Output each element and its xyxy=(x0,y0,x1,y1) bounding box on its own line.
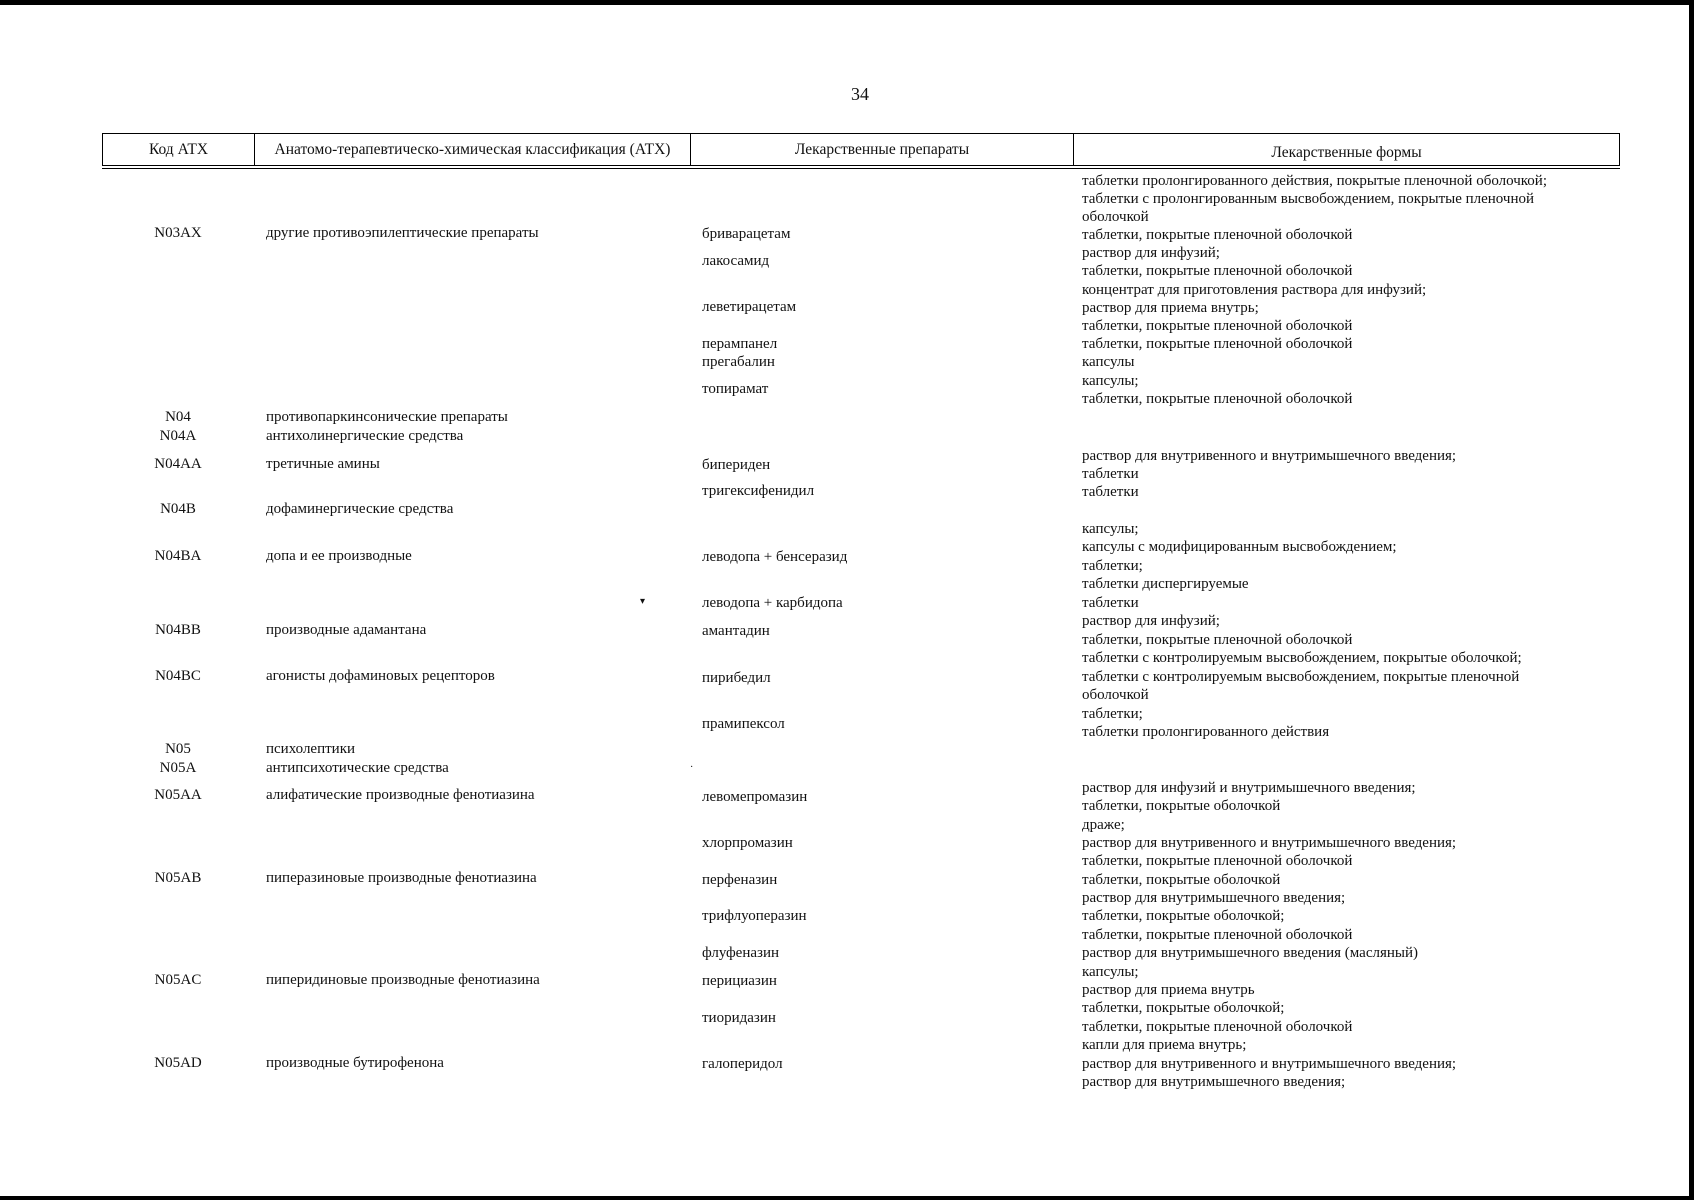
atc-name: дофаминергические средства xyxy=(266,501,454,517)
dosage-form-line: таблетки, покрытые оболочкой; xyxy=(1082,908,1285,924)
drug-name: прегабалин xyxy=(702,354,775,370)
dosage-form-line: капсулы; xyxy=(1082,373,1139,389)
atc-name: алифатические производные фенотиазина xyxy=(266,787,535,803)
dosage-form-line: таблетки; xyxy=(1082,706,1143,722)
atc-name: пиперазиновые производные фенотиазина xyxy=(266,870,537,886)
drug-name: флуфеназин xyxy=(702,945,779,961)
dosage-form-line: таблетки, покрытые пленочной оболочкой xyxy=(1082,853,1353,869)
dosage-form-line: таблетки, покрытые пленочной оболочкой xyxy=(1082,632,1353,648)
dosage-form-line: таблетки с контролируемым высвобождением, покрытые пленочной xyxy=(1082,669,1520,685)
dosage-form-line: оболочкой xyxy=(1082,209,1149,225)
dosage-form-line: таблетки, покрытые пленочной оболочкой xyxy=(1082,318,1353,334)
dosage-form-line: капсулы; xyxy=(1082,964,1139,980)
header-atc: Анатомо-терапевтическо-химическая классификация (АТХ) xyxy=(255,134,691,165)
scan-speck: · xyxy=(690,762,694,773)
dosage-form-line: раствор для внутривенного и внутримышечного введения; xyxy=(1082,835,1457,851)
atc-code: N05AA xyxy=(154,787,202,803)
dosage-form-line: драже; xyxy=(1082,817,1125,833)
atc-code: N04B xyxy=(160,501,196,517)
dosage-form-line: раствор для инфузий и внутримышечного введения; xyxy=(1082,780,1416,796)
drug-name: трифлуоперазин xyxy=(702,908,807,924)
dosage-form-line: капли для приема внутрь; xyxy=(1082,1037,1247,1053)
atc-code: N04BA xyxy=(154,548,202,564)
drug-name: галоперидол xyxy=(702,1056,783,1072)
atc-name: антихолинергические средства xyxy=(266,428,464,444)
page-border-right xyxy=(1689,0,1694,1200)
dosage-form-line: капсулы с модифицированным высвобождением; xyxy=(1082,539,1397,555)
header-code: Код АТХ xyxy=(103,134,255,165)
atc-name: производные бутирофенона xyxy=(266,1055,444,1071)
dosage-form-line: таблетки, покрытые пленочной оболочкой xyxy=(1082,336,1353,352)
drug-name: топирамат xyxy=(702,381,769,397)
dosage-form-line: таблетки с пролонгированным высвобождением, покрытые пленочной xyxy=(1082,191,1535,207)
page-border-bottom xyxy=(0,1196,1694,1200)
page-number: 34 xyxy=(851,84,869,104)
page-border-top xyxy=(0,0,1694,5)
dosage-form-line: раствор для внутривенного и внутримышечного введения; xyxy=(1082,1056,1457,1072)
drug-name: перампанел xyxy=(702,336,778,352)
atc-code: N04 xyxy=(165,409,191,425)
dosage-form-line: таблетки, покрытые пленочной оболочкой xyxy=(1082,263,1353,279)
atc-name: пиперидиновые производные фенотиазина xyxy=(266,972,540,988)
drug-name: пирибедил xyxy=(702,670,771,686)
dosage-form-line: концентрат для приготовления раствора для инфузий; xyxy=(1082,282,1427,298)
dosage-form-line: таблетки, покрытые пленочной оболочкой xyxy=(1082,227,1353,243)
drug-name: леводопа + карбидопа xyxy=(702,595,843,611)
atc-code: N05A xyxy=(159,760,197,776)
atc-code: N04AA xyxy=(154,456,202,472)
drug-name: леводопа + бенсеразид xyxy=(702,549,848,565)
drug-name: бриварацетам xyxy=(702,226,791,242)
atc-name: психолептики xyxy=(266,741,356,757)
dosage-form-line: таблетки xyxy=(1082,595,1139,611)
drug-name: тиоридазин xyxy=(702,1010,776,1026)
drug-name: тригексифенидил xyxy=(702,483,815,499)
dosage-form-line: таблетки xyxy=(1082,484,1139,500)
dosage-form-line: раствор для внутримышечного введения (масляный) xyxy=(1082,945,1418,961)
drug-name: хлорпромазин xyxy=(702,835,793,851)
dosage-form-line: раствор для инфузий; xyxy=(1082,613,1220,629)
dosage-form-line: таблетки с контролируемым высвобождением, покрытые оболочкой; xyxy=(1082,650,1522,666)
atc-name: антипсихотические средства xyxy=(266,760,449,776)
dosage-form-line: раствор для внутримышечного введения; xyxy=(1082,890,1346,906)
atc-name: третичные амины xyxy=(266,456,380,472)
drug-name: леветирацетам xyxy=(702,299,797,315)
atc-code: N04BC xyxy=(155,668,201,684)
drug-name: амантадин xyxy=(702,623,770,639)
drug-name: левомепромазин xyxy=(702,789,808,805)
dosage-form-line: раствор для внутримышечного введения; xyxy=(1082,1074,1346,1090)
table-header xyxy=(102,133,1620,166)
atc-code: N04BB xyxy=(155,622,201,638)
dosage-form-line: таблетки диспергируемые xyxy=(1082,576,1249,592)
dosage-form-line: таблетки xyxy=(1082,466,1139,482)
atc-name: противопаркинсонические препараты xyxy=(266,409,508,425)
atc-name: производные адамантана xyxy=(266,622,427,638)
drug-name: бипериден xyxy=(702,457,771,473)
atc-code: N03AX xyxy=(154,225,202,241)
dosage-form-line: таблетки, покрытые оболочкой; xyxy=(1082,1000,1285,1016)
dosage-form-line: таблетки, покрытые оболочкой xyxy=(1082,872,1281,888)
dosage-form-line: таблетки, покрытые пленочной оболочкой xyxy=(1082,927,1353,943)
dosage-form-line: оболочкой xyxy=(1082,687,1149,703)
atc-name: агонисты дофаминовых рецепторов xyxy=(266,668,495,684)
dosage-form-line: капсулы; xyxy=(1082,521,1139,537)
dosage-form-line: раствор для инфузий; xyxy=(1082,245,1220,261)
drug-name: перфеназин xyxy=(702,872,778,888)
header-underline xyxy=(102,168,1620,169)
dosage-form-line: таблетки, покрытые пленочной оболочкой xyxy=(1082,391,1353,407)
atc-code: N05AD xyxy=(154,1055,202,1071)
dosage-form-line: капсулы xyxy=(1082,354,1135,370)
header-forms: Лекарственные формы xyxy=(1271,143,1422,161)
atc-code: N05AC xyxy=(154,972,202,988)
atc-code: N05AB xyxy=(154,870,202,886)
atc-code: N05 xyxy=(165,741,191,757)
drug-name: лакосамид xyxy=(702,253,770,269)
atc-code: N04A xyxy=(159,428,197,444)
dosage-form-line: таблетки, покрытые оболочкой xyxy=(1082,798,1281,814)
dosage-form-line: таблетки; xyxy=(1082,558,1143,574)
dosage-form-line: раствор для приема внутрь; xyxy=(1082,300,1259,316)
atc-name: допа и ее производные xyxy=(266,548,412,564)
header-drugs: Лекарственные препараты xyxy=(691,134,1074,165)
drug-name: прамипексол xyxy=(702,716,785,732)
dosage-form-line: таблетки, покрытые пленочной оболочкой xyxy=(1082,1019,1353,1035)
dosage-form-line: таблетки пролонгированного действия, покрытые пленочной оболочкой; xyxy=(1082,173,1547,189)
drug-name: перициазин xyxy=(702,973,777,989)
dosage-form-line: раствор для внутривенного и внутримышечного введения; xyxy=(1082,448,1457,464)
atc-name: другие противоэпилептические препараты xyxy=(266,225,539,241)
scan-speck: ▾ xyxy=(640,596,646,607)
dosage-form-line: раствор для приема внутрь xyxy=(1082,982,1255,998)
dosage-form-line: таблетки пролонгированного действия xyxy=(1082,724,1330,740)
